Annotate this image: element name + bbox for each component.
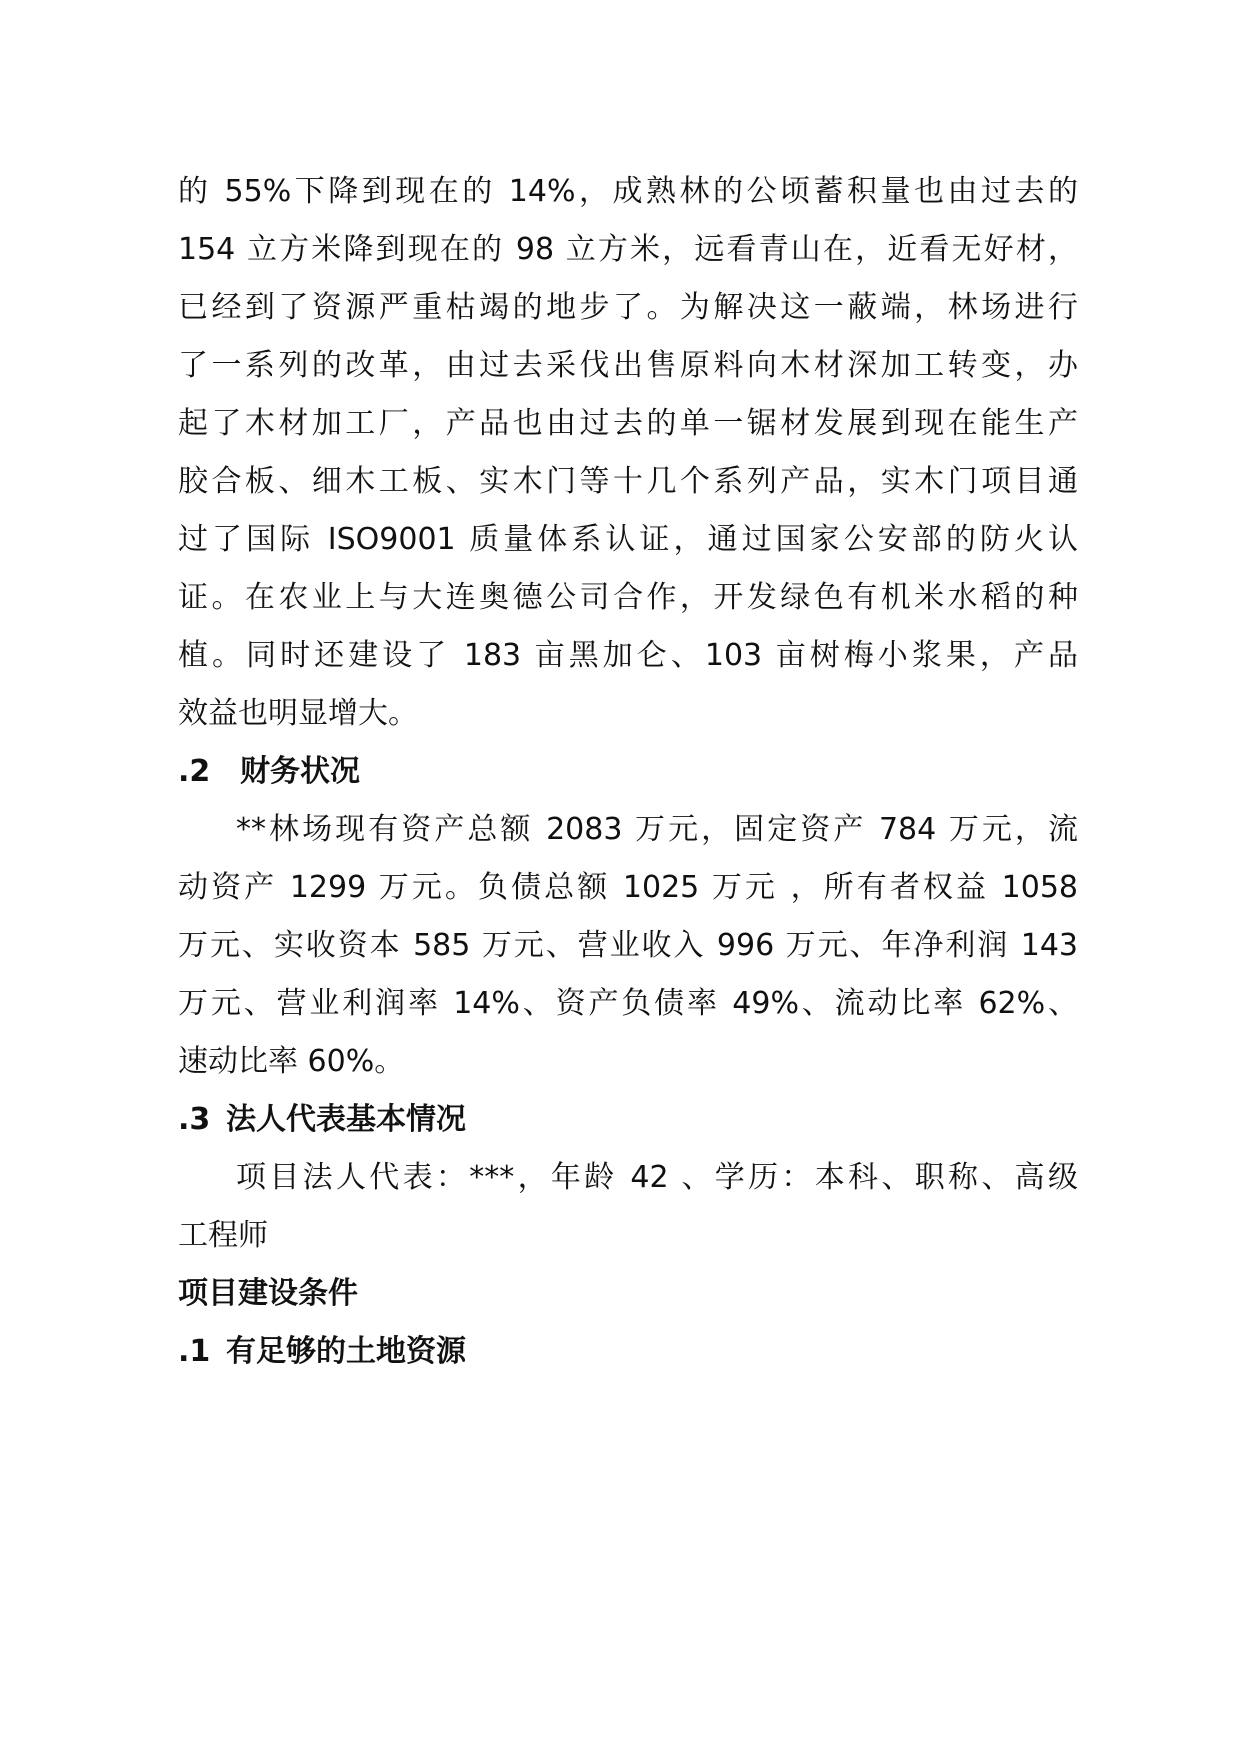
- section-number: .1: [178, 1334, 211, 1369]
- paragraph-line: 了一系列的改革，由过去采伐出售原料向木材深加工转变，办: [178, 348, 1078, 383]
- paragraph-line: 证。在农业上与大连奥德公司合作，开发绿色有机米水稻的种: [178, 580, 1078, 615]
- paragraph-line: 的 55%下降到现在的 14%，成熟林的公顷蓄积量也由过去的: [178, 174, 1078, 209]
- chapter-heading: 项目建设条件: [178, 1276, 358, 1311]
- paragraph-line: 胶合板、细木工板、实木门等十几个系列产品，实木门项目通: [178, 464, 1078, 499]
- paragraph-line: 速动比率 60%。: [178, 1044, 405, 1079]
- paragraph-line: 万元、实收资本 585 万元、营业收入 996 万元、年净利润 143: [178, 928, 1078, 963]
- paragraph-line: 植。同时还建设了 183 亩黑加仑、103 亩树梅小浆果，产品: [178, 638, 1078, 673]
- paragraph-line: 起了木材加工厂，产品也由过去的单一锯材发展到现在能生产: [178, 406, 1078, 441]
- paragraph-line: 动资产 1299 万元。负债总额 1025 万元 ，所有者权益 1058: [178, 870, 1078, 905]
- section-number: .3: [178, 1102, 211, 1137]
- section-title: 有足够的土地资源: [226, 1334, 466, 1369]
- section-title: 法人代表基本情况: [226, 1102, 466, 1137]
- paragraph-line: 154 立方米降到现在的 98 立方米，远看青山在，近看无好材，: [178, 232, 1078, 267]
- paragraph-line: 过了国际 ISO9001 质量体系认证，通过国家公安部的防火认: [178, 522, 1078, 557]
- section-heading: [178, 1100, 466, 1140]
- section-heading: [178, 1332, 466, 1372]
- paragraph-line: 效益也明显增大。: [178, 696, 418, 731]
- section-title: 财务状况: [240, 754, 360, 789]
- paragraph-line: 万元、营业利润率 14%、资产负债率 49%、流动比率 62%、: [178, 986, 1078, 1021]
- paragraph-line: **林场现有资产总额 2083 万元，固定资产 784 万元，流: [236, 812, 1078, 847]
- section-number: .2: [178, 754, 211, 789]
- paragraph-line: 项目法人代表：***，年龄 42 、学历：本科、职称、高级: [236, 1160, 1078, 1195]
- paragraph-line: 工程师: [178, 1218, 268, 1253]
- paragraph-line: 已经到了资源严重枯竭的地步了。为解决这一蔽端，林场进行: [178, 290, 1078, 325]
- section-heading: [178, 752, 360, 792]
